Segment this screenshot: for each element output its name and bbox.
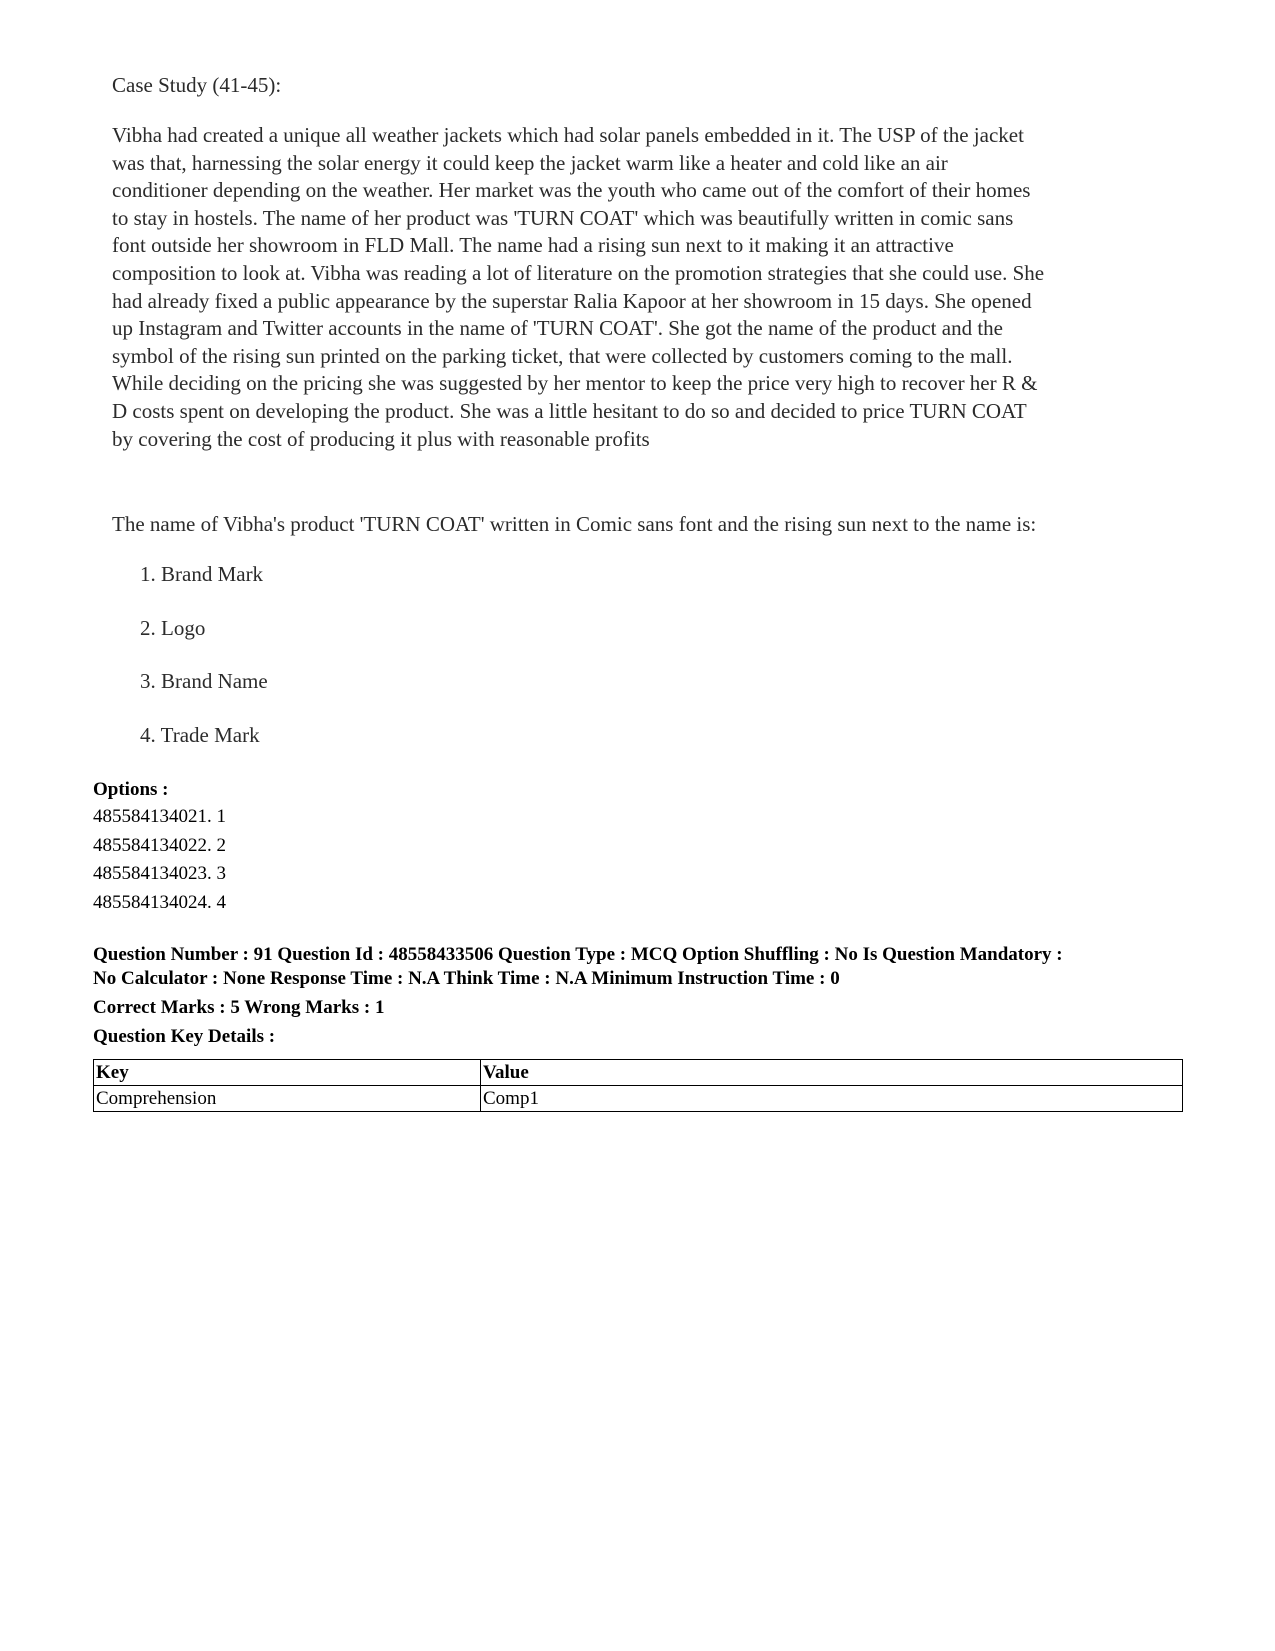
choice-item: 3. Brand Name [140, 669, 268, 694]
case-study-passage [112, 122, 1172, 453]
case-study-title: Case Study (41-45): [112, 73, 282, 97]
marks-line: Correct Marks : 5 Wrong Marks : 1 [93, 997, 385, 1018]
question-details [93, 777, 1193, 1049]
table-header-value: Value [481, 1060, 1183, 1086]
choice-list [140, 561, 1172, 775]
key-details-heading: Question Key Details : [93, 1026, 276, 1047]
key-details-table [93, 1059, 1183, 1112]
choice-item: 2. Logo [140, 615, 206, 640]
passage-line: had already fixed a public appearance by the superstar Ralia Kapoor at her showroom in 15 days. She opened [112, 288, 1032, 313]
option-item: 485584134021. 1 [93, 806, 226, 827]
table-row [94, 1086, 1183, 1112]
passage-line: symbol of the rising sun printed on the parking ticket, that were collected by customers coming to the mall. [112, 343, 1013, 368]
passage-line: conditioner depending on the weather. Her market was the youth who came out of the comfort of their homes [112, 178, 1031, 203]
passage-line: up Instagram and Twitter accounts in the name of 'TURN COAT'. She got the name of the product and the [112, 316, 1003, 341]
option-item: 485584134024. 4 [93, 891, 226, 913]
question-meta-line-2: No Calculator : None Response Time : N.A Think Time : N.A Minimum Instruction Time : 0 [93, 968, 840, 989]
table-cell-key: Comprehension [94, 1086, 481, 1112]
passage-line: to stay in hostels. The name of her product was 'TURN COAT' which was beautifully written in comic sans [112, 205, 1014, 230]
table-header-row [94, 1060, 1183, 1086]
passage-line: D costs spent on developing the product. She was a little hesitant to do so and decided to price TURN COAT [112, 398, 1027, 423]
table-cell-value: Comp1 [481, 1086, 1183, 1112]
option-item: 485584134023. 3 [93, 863, 226, 884]
passage-line: composition to look at. Vibha was reading a lot of literature on the promotion strategies that she could use. She [112, 260, 1045, 285]
passage-line: While deciding on the pricing she was suggested by her mentor to keep the price very high to recover her R & [112, 371, 1038, 396]
passage-line: by covering the cost of producing it plus with reasonable profits [112, 426, 650, 451]
case-study-scan [112, 72, 1172, 775]
question-text: The name of Vibha's product 'TURN COAT' written in Comic sans font and the rising sun next to the name is: [112, 512, 1037, 537]
choice-item: 4. Trade Mark [140, 722, 260, 747]
passage-line: Vibha had created a unique all weather jackets which had solar panels embedded in it. The USP of the jacket [112, 123, 1024, 147]
passage-line: was that, harnessing the solar energy it could keep the jacket warm like a heater and cold like an air [112, 150, 948, 175]
table-header-key: Key [94, 1060, 481, 1086]
question-meta-line-1: Question Number : 91 Question Id : 48558433506 Question Type : MCQ Option Shuffling : No Is Question Mandatory : [93, 944, 1063, 965]
options-heading: Options : [93, 779, 169, 800]
option-item: 485584134022. 2 [93, 834, 226, 856]
choice-item: 1. Brand Mark [140, 562, 264, 587]
passage-line: font outside her showroom in FLD Mall. The name had a rising sun next to it making it an attractive [112, 233, 954, 258]
